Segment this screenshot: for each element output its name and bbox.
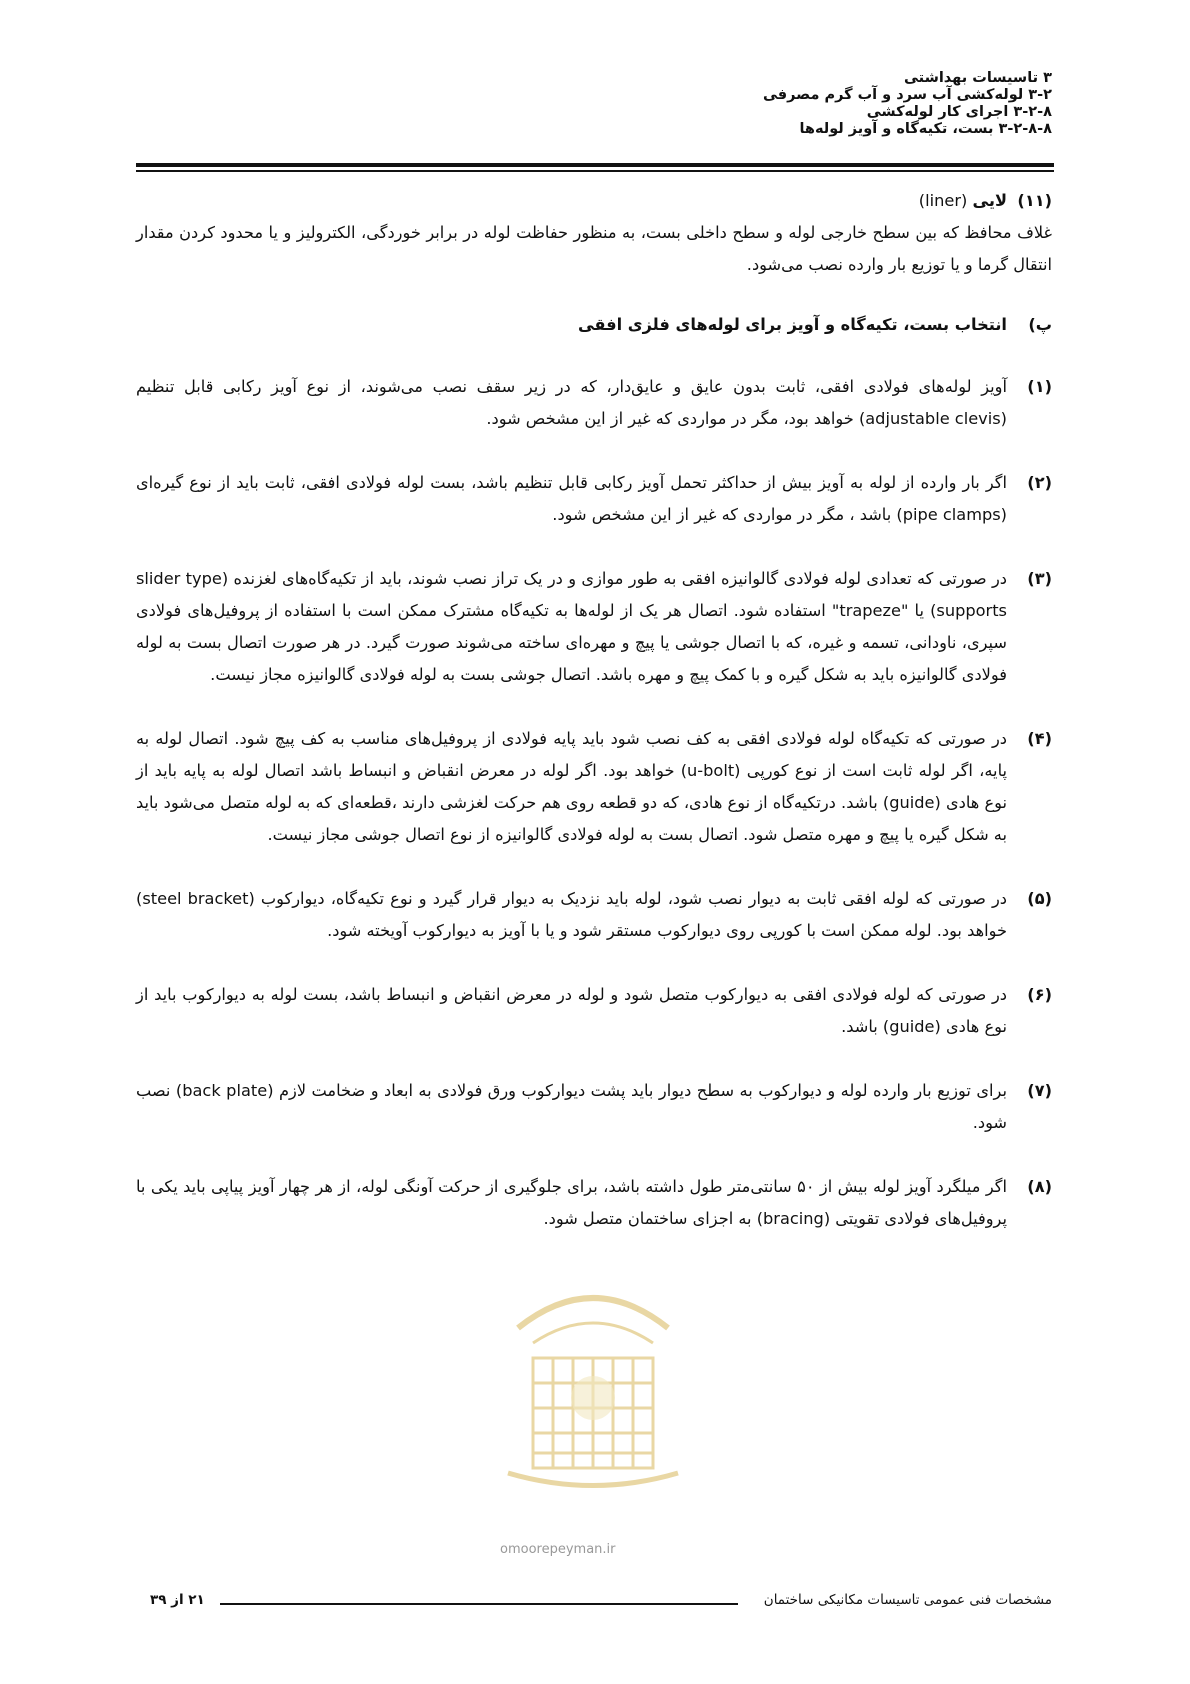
item-text: در صورتی که تعدادی لوله فولادی گالوانیزه افقی به طور موازی و در یک تراز نصب شوند، باید از تکیه‌گاه‌های لغزنده (slider type supports) یا "trapeze" استفاده شود. اتصال هر یک از لوله‌ها به تکیه‌گاه مشترک ممکن است با استفاده از پروفیل‌های فولادی سپری، ناودانی، تسمه و غیره، که با اتصال جوشی یا پیچ و مهره‌ای ساخته می‌شوند صورت گیرد. در هر صورت اتصال بست به لوله فولادی گالوانیزه باید به شکل گیره و با کمک پیچ و مهره باشد. اتصال جوشی بست به لوله فولادی گالوانیزه مجاز نیست. xyxy=(136,569,1008,684)
list-item xyxy=(136,979,1052,1043)
list-item xyxy=(136,1171,1052,1235)
item-number: (۸) xyxy=(1027,1177,1052,1196)
liner-definition xyxy=(136,185,1052,217)
list-item xyxy=(136,371,1052,435)
item-text: در صورتی که لوله افقی ثابت به دیوار نصب شود، لوله باید نزدیک به دیوار قرار گیرد و نوع تکیه‌گاه، دیوارکوب (steel bracket) خواهد بود. لوله ممکن است با کورپی روی دیوارکوب مستقر شود و یا با آویز به دیوارکوب آویخته شود. xyxy=(136,889,1007,940)
watermark-logo-icon xyxy=(478,1248,708,1498)
footer-page-number: ۲۱ از ۳۹ xyxy=(150,1592,205,1608)
item-number: (۵) xyxy=(1027,889,1052,908)
section-letter: پ) xyxy=(1028,315,1052,334)
header-line-4: ۳-۲-۸-۸ بست، تکیه‌گاه و آویز لوله‌ها xyxy=(799,121,1052,137)
list-item xyxy=(136,883,1052,947)
item-text: در صورتی که لوله فولادی افقی به دیوارکوب متصل شود و لوله در معرض انقباض و انبساط باشد، بست لوله به دیوارکوب باید از نوع هادی (guide) باشد. xyxy=(136,985,1007,1036)
item-number: (۱) xyxy=(1027,377,1052,396)
item-text: اگر میلگرد آویز لوله بیش از ۵۰ سانتی‌متر طول داشته باشد، برای جلوگیری از حرکت آونگی لوله، از هر چهار آویز پیاپی باید یکی با پروفیل‌های فولادی تقویتی (bracing) به اجزای ساختمان متصل شود. xyxy=(136,1177,1007,1228)
liner-title: لایی xyxy=(972,191,1007,210)
item-number: (۷) xyxy=(1027,1081,1052,1100)
header-line-1: ۳ تاسیسات بهداشتی xyxy=(903,70,1052,86)
header-rule-thin xyxy=(136,170,1054,172)
main-content xyxy=(136,185,1052,1235)
list-item xyxy=(136,723,1052,851)
liner-title-en: (liner) xyxy=(918,191,968,210)
list-item xyxy=(136,467,1052,531)
header-rule-thick xyxy=(136,163,1054,167)
header-line-3: ۳-۲-۸ اجرای کار لوله‌کشی xyxy=(866,104,1052,120)
item-number: (۳) xyxy=(1027,569,1052,588)
item-number: (۲) xyxy=(1027,473,1052,492)
watermark-url: omoorepeyman.ir xyxy=(500,1542,616,1557)
item-number: (۶) xyxy=(1027,985,1052,1004)
page-header xyxy=(152,70,1052,138)
header-line-2: ۳-۲ لوله‌کشی آب سرد و آب گرم مصرفی xyxy=(762,87,1052,103)
section-title: انتخاب بست، تکیه‌گاه و آویز برای لوله‌های فلزی افقی xyxy=(577,315,1007,334)
footer-title: مشخصات فنی عمومی تاسیسات مکانیکی ساختمان xyxy=(763,1592,1052,1608)
liner-text: غلاف محافظ که بین سطح خارجی لوله و سطح داخلی بست، به منظور حفاظت لوله در برابر خوردگی، الکترولیز و یا محدود کردن مقدار انتقال گرما و یا توزیع بار وارده نصب می‌شود. xyxy=(136,223,1052,274)
liner-number: (۱۱) xyxy=(1017,191,1052,210)
item-number: (۴) xyxy=(1027,729,1052,748)
item-text: اگر بار وارده از لوله به آویز بیش از حداکثر تحمل آویز رکابی قابل تنظیم باشد، بست لوله فولادی افقی، ثابت باید از نوع گیره‌ای (pipe clamps) باشد ، مگر در مواردی که غیر از این مشخص شود. xyxy=(136,473,1007,524)
item-text: برای توزیع بار وارده لوله و دیوارکوب به سطح دیوار باید پشت دیوارکوب ورق فولادی به ابعاد و ضخامت لازم (back plate) نصب شود. xyxy=(136,1081,1007,1132)
section-heading xyxy=(136,309,1052,341)
list-item xyxy=(136,563,1052,691)
list-item xyxy=(136,1075,1052,1139)
item-text: در صورتی که تکیه‌گاه لوله فولادی افقی به کف نصب شود باید پایه فولادی از پروفیل‌های مناسب به کف پیچ شود. اتصال لوله به پایه، اگر لوله ثابت است از نوع کورپی (u-bolt) خواهد بود. اگر لوله در معرض انقباض و انبساط باشد اتصال لوله به پایه باید از نوع هادی (guide) باشد. درتکیه‌گاه از نوع هادی، که دو قطعه روی هم حرکت لغزشی دارند ،قطعه‌ای که به لوله متصل می‌شود باید به شکل گیره یا پیچ و مهره متصل شود. اتصال بست به لوله فولادی گالوانیزه از نوع اتصال جوشی مجاز نیست. xyxy=(136,729,1008,844)
footer-rule xyxy=(220,1603,738,1605)
item-text: آویز لوله‌های فولادی افقی، ثابت بدون عایق و عایق‌دار، که در زیر سقف نصب می‌شوند، از نوع آویز رکابی قابل تنظیم (adjustable clevis) خواهد بود، مگر در مواردی که غیر از این مشخص شود. xyxy=(136,377,1007,428)
